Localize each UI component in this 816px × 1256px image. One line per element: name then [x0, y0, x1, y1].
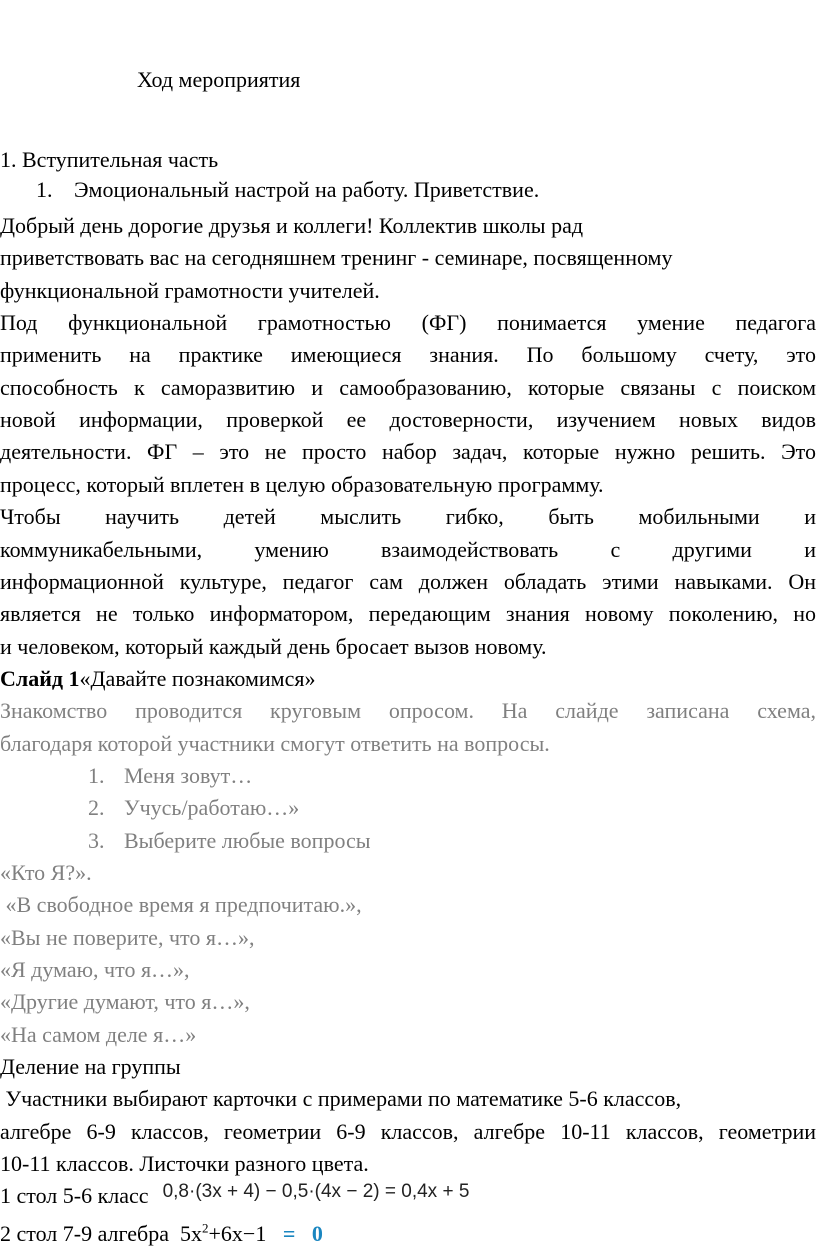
line-text: функциональной грамотности учителей. [0, 277, 380, 303]
line-text: приветствовать вас на сегодняшнем тренинг - семинаре, посвященному [0, 245, 673, 271]
list-number: 3. [88, 827, 105, 853]
line-text: Участники выбирают карточки с примерами по математике 5-6 классов, [0, 1086, 682, 1112]
line-text: алгебре 6-9 классов, геометрии 6-9 классов, алгебре 10-11 классов, геометрии [0, 1118, 816, 1144]
equation-exponent: 2 [202, 1220, 209, 1236]
text-line [0, 436, 816, 468]
line-text: способность к саморазвитию и самообразованию, которые связаны с поиском [0, 374, 816, 400]
text-line [0, 986, 816, 1018]
text-line [0, 760, 816, 792]
text-line [0, 404, 816, 436]
line-text: «Я думаю, что я…», [0, 957, 190, 983]
text-line [0, 728, 816, 760]
text-line [0, 857, 816, 889]
line-text: коммуникабельными, умению взаимодействовать с другими и [0, 536, 816, 562]
line-text: применить на практике имеющиеся знания. По большому счету, это [0, 342, 816, 368]
text-line [0, 566, 816, 598]
slide-label: Слайд 1 [0, 665, 80, 691]
line-text: благодаря которой участники смогут ответить на вопросы. [0, 730, 550, 756]
equation-equals: = [282, 1221, 296, 1246]
list-text: Меня зовут… [124, 762, 253, 788]
text-line [0, 922, 816, 954]
line-text: 10-11 классов. Листочки разного цвета. [0, 1151, 369, 1177]
line-text: «Кто Я?». [0, 860, 92, 885]
equation-term: +6x−1 [208, 1221, 267, 1246]
line-text: процесс, который вплетен в целую образовательную программу. [0, 471, 604, 497]
table-1-formula: 0,8·(3x + 4) − 0,5·(4x − 2) = 0,4x + 5 [162, 1181, 470, 1202]
text-line [0, 275, 816, 307]
list-text: Учусь/работаю…» [124, 795, 300, 821]
line-text: «Вы не поверите, что я…», [0, 924, 255, 950]
equation-term: 5x [180, 1221, 202, 1246]
table-2-label: 2 стол 7-9 алгебра [0, 1221, 169, 1246]
slide-heading [0, 663, 816, 695]
text-line [0, 307, 816, 339]
text-line [0, 1019, 816, 1051]
numbered-item [0, 174, 816, 206]
table-1-line [0, 1180, 816, 1212]
text-line [0, 501, 816, 533]
line-text: «В свободное время я предпочитаю.», [0, 892, 362, 918]
text-line [0, 1083, 816, 1115]
list-number: 1. [88, 762, 105, 788]
text-line [0, 889, 816, 921]
text-line [0, 792, 816, 824]
equation-rhs: 0 [311, 1221, 323, 1246]
text-line [0, 534, 816, 566]
text-line [0, 825, 816, 857]
line-text: Добрый день дорогие друзья и коллеги! Коллектив школы рад [0, 213, 584, 238]
text-line [0, 469, 816, 501]
item-text: Эмоциональный настрой на работу. Приветствие. [74, 177, 540, 202]
table-1-label: 1 стол 5-6 класс [0, 1183, 149, 1208]
text-line [0, 210, 816, 242]
text-line [0, 1148, 816, 1180]
line-text: Знакомство проводится круговым опросом. На слайде записана схема, [0, 698, 816, 724]
line-text: «Другие думают, что я…», [0, 989, 250, 1015]
line-text: и человеком, который каждый день бросает вызов новому. [0, 633, 547, 659]
section-heading: 1. Вступительная часть [0, 147, 219, 172]
text-line [0, 242, 816, 274]
item-number: 1. [36, 177, 53, 202]
text-line [0, 954, 816, 986]
document-title: Ход мероприятия [137, 67, 301, 92]
text-line [0, 1051, 816, 1083]
line-text: новой информации, проверкой ее достоверности, изучением новых видов [0, 407, 816, 433]
text-line [0, 339, 816, 371]
text-line [0, 1116, 816, 1148]
text-line [0, 631, 816, 663]
text-line [0, 695, 816, 727]
list-text: Выберите любые вопросы [124, 827, 371, 853]
line-text: Деление на группы [0, 1054, 181, 1080]
text-line [0, 372, 816, 404]
text-line [0, 598, 816, 630]
line-text: информационной культуре, педагог сам должен обладать этими навыками. Он [0, 568, 816, 594]
equation [180, 1221, 323, 1246]
line-text: является не только информатором, передающим знания новому поколению, но [0, 601, 816, 627]
line-text: Под функциональной грамотностью (ФГ) понимается умение педагога [0, 310, 816, 336]
line-text: «На самом деле я…» [0, 1021, 197, 1047]
line-text: деятельности. ФГ – это не просто набор задач, которые нужно решить. Это [0, 439, 816, 465]
table-2-line [0, 1218, 816, 1250]
list-number: 2. [88, 795, 105, 821]
line-text: Чтобы научить детей мыслить гибко, быть мобильными и [0, 504, 816, 530]
line-text: «Давайте познакомимся» [79, 665, 316, 691]
